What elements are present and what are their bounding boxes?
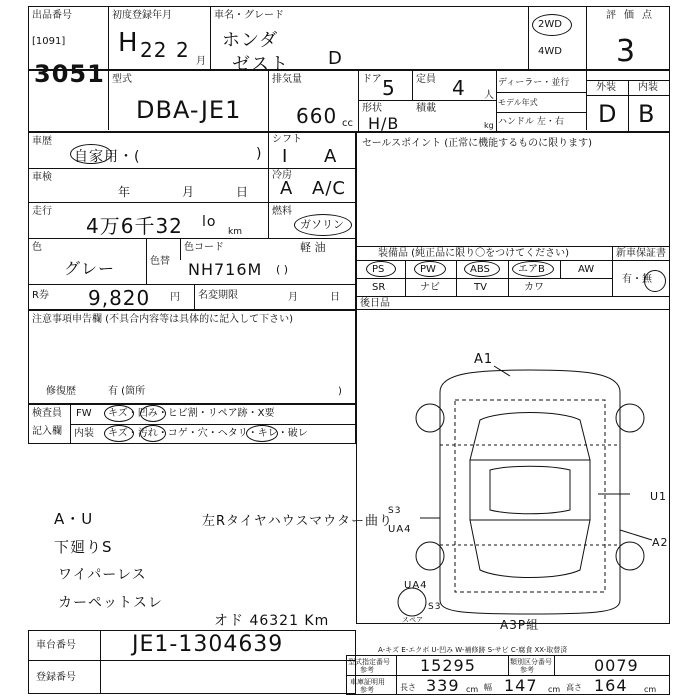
width-value: 147 xyxy=(504,676,538,695)
fuel-gasoline: ガソリン xyxy=(300,218,344,231)
model-code-label: 型式 xyxy=(112,74,132,85)
exterior-grade: D xyxy=(598,100,618,128)
load-unit: kg xyxy=(484,121,494,130)
repair-label: 修復歴 xyxy=(46,386,76,397)
fuel-label: 燃料 xyxy=(272,206,292,217)
load-label: 積載 xyxy=(416,103,436,114)
cert-size-sub: 参考 xyxy=(360,686,374,694)
doors-label: ドア xyxy=(362,74,382,85)
model-year-label: モデル年式 xyxy=(498,98,538,107)
capacity-unit: 人 xyxy=(484,90,494,101)
damage-legend: A-キズ E-エクボ U-凹み W-補修跡 S-サビ C-腐食 XX-取替済 xyxy=(378,646,568,654)
type-cert-sub: 参考 xyxy=(360,666,374,674)
first-reg-era: H xyxy=(118,28,139,58)
odo-note: オド 46321 Km xyxy=(214,613,330,629)
type-cert-label: 型式指定番号 xyxy=(348,658,390,666)
color-value: グレー xyxy=(64,259,116,278)
length-label: 長さ xyxy=(400,683,416,692)
shift-value: I xyxy=(282,146,289,167)
history-value: 自家用・( xyxy=(74,149,141,165)
spare-label: スペア xyxy=(402,616,423,624)
interior-grade: B xyxy=(638,100,656,128)
score-label: 評価点 xyxy=(606,10,660,21)
equip-label: 装備品 (純正品に限り〇をつけてください) xyxy=(378,248,569,259)
height-unit: cm xyxy=(644,685,657,694)
shape-label: 形状 xyxy=(362,103,382,114)
exterior-label: 外装 xyxy=(596,82,616,93)
equip-aw: AW xyxy=(578,264,595,275)
int-items: キズ・汚れ・コゲ・穴・ヘタリ・キレ・破レ xyxy=(108,428,308,439)
capacity: 4 xyxy=(452,76,466,100)
rear-seat-label: 後日品 xyxy=(360,298,390,309)
ac-label: 冷房 xyxy=(272,170,292,181)
sales-point-label: セールスポイント (正常に機能するものに限ります) xyxy=(362,138,593,149)
chassis-label: 車台番号 xyxy=(36,640,76,651)
inspection-day: 日 xyxy=(236,185,249,199)
equip-leather: カワ xyxy=(524,282,544,293)
caution-label: 注意事項申告欄 (不具合内容等は具体的に記入して下さい) xyxy=(32,314,293,325)
length-unit: cm xyxy=(466,685,479,694)
displacement: 660 xyxy=(296,104,338,128)
hand-note-1: A・U xyxy=(54,510,94,528)
mark-u1: U1 xyxy=(650,490,668,503)
mark-ua4-left: UA4 xyxy=(388,524,412,535)
handle-label: ハンドル 左・右 xyxy=(498,117,564,127)
inspection-month: 月 xyxy=(182,185,195,199)
recycle-label: R券 xyxy=(32,290,49,301)
length-value: 339 xyxy=(426,676,460,695)
inspection-year: 年 xyxy=(118,185,131,199)
reg-label: 登録番号 xyxy=(36,672,76,683)
equip-tv: TV xyxy=(474,282,487,293)
car-name-label: 車名・グレード xyxy=(214,10,284,21)
shape: H/B xyxy=(368,114,400,133)
first-reg-month-unit: 月 xyxy=(196,56,206,67)
color-change-label: 色替 xyxy=(150,256,170,267)
first-reg-year: 22 xyxy=(140,38,168,62)
lot-code: [1091] xyxy=(32,36,66,47)
equip-sr: SR xyxy=(372,282,386,293)
equip-ps: PS xyxy=(372,264,385,275)
class-sub: 参考 xyxy=(520,666,534,674)
name-change-day: 日 xyxy=(330,292,340,303)
name-change-month: 月 xyxy=(288,292,298,303)
color-code: NH716M xyxy=(188,260,263,279)
car-make: ホンダ xyxy=(222,30,279,51)
inspection-label: 車検 xyxy=(32,172,52,183)
cert-size-label: 車庫証明用 xyxy=(350,678,385,686)
capacity-label: 定員 xyxy=(416,74,436,85)
type-cert-value: 15295 xyxy=(420,656,476,675)
hand-note-4: カーペットスレ xyxy=(58,595,163,611)
interior-label: 内装 xyxy=(638,82,658,93)
lot-number: 3051 xyxy=(34,60,105,88)
name-change-label: 名変期限 xyxy=(198,290,238,301)
warranty-options: 有・無 xyxy=(622,274,652,285)
doors: 5 xyxy=(382,76,396,100)
height-label: 高さ xyxy=(566,683,582,692)
fw-label: FW xyxy=(76,408,92,419)
equip-airbag: エアB xyxy=(518,264,545,275)
mark-s3-spare: S3 xyxy=(428,602,442,612)
inspector-label: 検査員 xyxy=(32,408,62,419)
km-unit: km xyxy=(228,227,242,237)
fuel-paren: ( ) xyxy=(276,263,289,276)
displacement-unit: cc xyxy=(342,118,353,129)
equip-abs: ABS xyxy=(470,264,490,275)
mileage-label: 走行 xyxy=(32,206,52,217)
class-value: 0079 xyxy=(594,656,639,675)
dealer-label: ディーラー・並行 xyxy=(498,78,570,88)
tire-note: 左Rタイヤハウスマウター曲り xyxy=(202,514,393,529)
first-reg-month: 2 xyxy=(176,38,190,62)
int-label: 内装 xyxy=(74,428,94,439)
drive-4wd: 4WD xyxy=(538,46,562,57)
model-code: DBA-JE1 xyxy=(136,96,242,124)
mark-a3p: A3P組 xyxy=(500,618,540,632)
entry-label: 記入欄 xyxy=(32,426,62,437)
recycle-yen: 円 xyxy=(170,292,180,303)
equip-navi: ナビ xyxy=(420,282,440,293)
mark-ua4-spare: UA4 xyxy=(404,580,428,591)
chassis-value: JE1-1304639 xyxy=(132,632,284,657)
equip-pw: PW xyxy=(420,264,436,275)
lot-label: 出品番号 xyxy=(32,10,72,21)
first-reg-label: 初度登録年月 xyxy=(112,10,172,21)
mark-a2: A2 xyxy=(652,536,669,549)
color-code-label: 色コード xyxy=(184,242,224,253)
repair-close: ) xyxy=(338,386,342,397)
color-label: 色 xyxy=(32,242,42,253)
mark-s3-left: S3 xyxy=(388,506,402,516)
fw-items: キズ・凹み・ヒビ割・リペア跡・X要 xyxy=(108,408,275,419)
car-model: ゼスト xyxy=(232,54,289,75)
height-value: 164 xyxy=(594,676,628,695)
width-unit: cm xyxy=(548,685,561,694)
history-label: 車歴 xyxy=(32,136,52,147)
history-close: ) xyxy=(256,146,263,162)
fuel-diesel: 軽 油 xyxy=(300,241,326,254)
ac-value: A xyxy=(280,178,294,199)
score-value: 3 xyxy=(616,34,637,69)
shift-type: A xyxy=(324,146,338,167)
shift-label: シフト xyxy=(272,134,302,145)
drive-2wd: 2WD xyxy=(538,19,562,30)
displacement-label: 排気量 xyxy=(272,74,302,85)
hand-note-2: 下廻りS xyxy=(54,538,113,556)
car-grade: D xyxy=(328,48,343,69)
warranty-label: 新車保証書 xyxy=(616,248,666,259)
recycle-value: 9,820 xyxy=(88,286,151,310)
mileage-value: 4万6千32 xyxy=(86,214,183,238)
mark-a1: A1 xyxy=(474,352,494,367)
ac-type: A/C xyxy=(312,178,346,199)
mileage-suffix: lo xyxy=(202,214,217,230)
class-label: 類別区分番号 xyxy=(510,658,552,666)
repair-value: 有 (箇所 xyxy=(108,386,146,397)
width-label: 幅 xyxy=(484,683,492,692)
hand-note-3: ワイパーレス xyxy=(58,567,147,583)
